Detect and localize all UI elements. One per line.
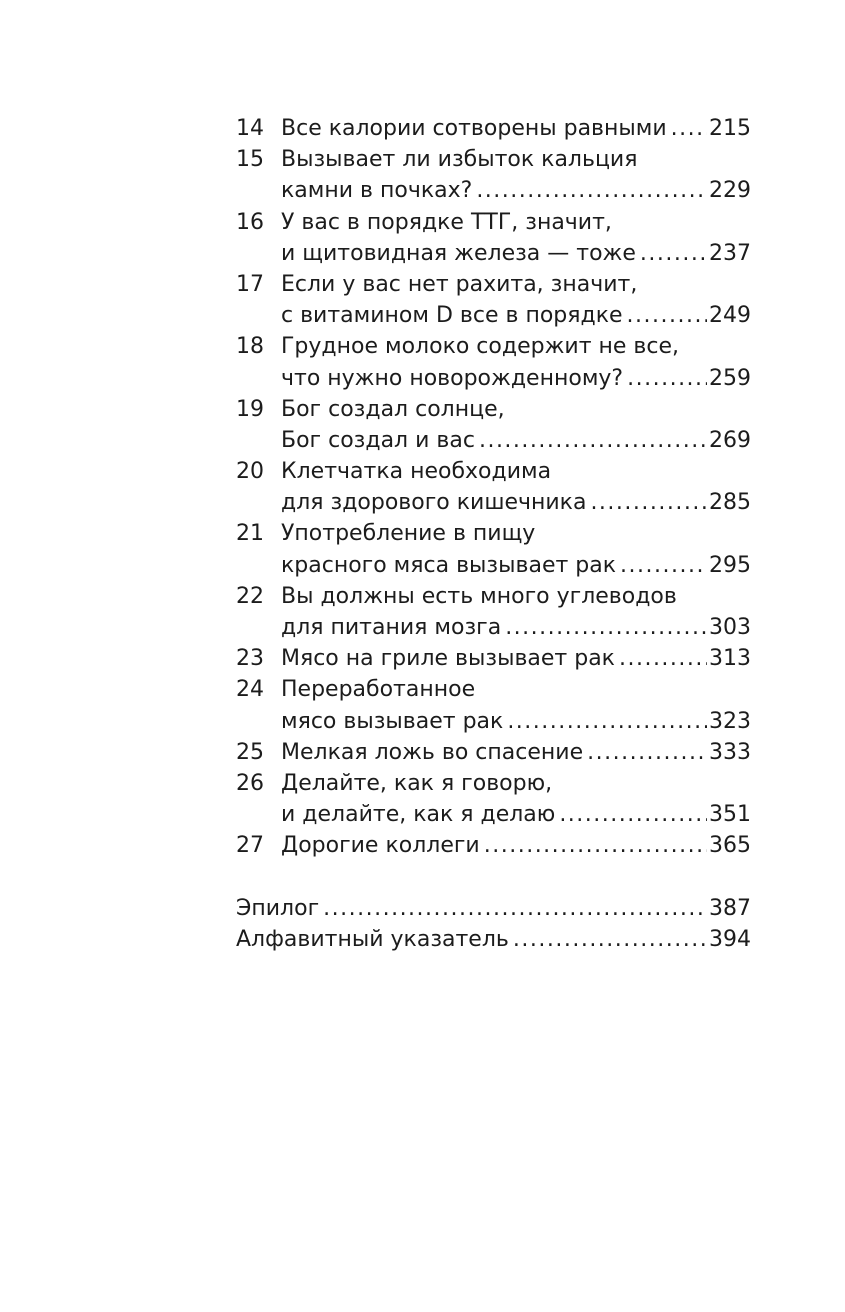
page-number: 313 xyxy=(709,646,751,672)
toc-entry-20-cont[interactable] xyxy=(236,487,751,518)
dot-leader xyxy=(640,238,707,269)
dot-leader xyxy=(590,487,707,518)
page-number: 295 xyxy=(709,552,751,578)
chapter-number: 26 xyxy=(236,770,264,796)
chapter-title: Дорогие коллеги xyxy=(281,833,480,859)
table-of-contents xyxy=(236,113,751,955)
chapter-number: 19 xyxy=(236,396,264,422)
chapter-title: для здорового кишечника xyxy=(281,490,587,516)
chapter-title: Переработанное xyxy=(281,677,476,703)
page-number: 333 xyxy=(709,739,751,765)
chapter-title: что нужно новорожденному? xyxy=(281,365,624,391)
chapter-number: 27 xyxy=(236,833,264,859)
page-number: 285 xyxy=(709,490,751,516)
toc-entry-15[interactable] xyxy=(236,144,751,175)
toc-entry-15-cont[interactable] xyxy=(236,175,751,206)
dot-leader xyxy=(620,550,707,581)
toc-entry-17[interactable] xyxy=(236,269,751,300)
toc-entry-16[interactable] xyxy=(236,207,751,238)
chapter-number: 21 xyxy=(236,521,264,547)
section-gap xyxy=(236,862,751,893)
toc-entry-19-cont[interactable] xyxy=(236,425,751,456)
toc-entry-17-cont[interactable] xyxy=(236,300,751,331)
chapter-title: и щитовидная железа — тоже xyxy=(281,240,636,266)
page-number: 237 xyxy=(709,240,751,266)
chapter-title: Грудное молоко содержит не все, xyxy=(281,334,679,360)
chapter-title: для питания мозга xyxy=(281,615,502,640)
dot-leader xyxy=(507,706,707,737)
page-number: 249 xyxy=(709,303,751,329)
dot-leader xyxy=(559,799,707,830)
chapter-title: красного мяса вызывает рак xyxy=(281,552,617,578)
toc-entry-24[interactable] xyxy=(236,674,751,705)
page-number: 323 xyxy=(709,708,751,734)
toc-entry-21[interactable] xyxy=(236,518,751,549)
chapter-title: Бог создал солнце, xyxy=(281,396,505,422)
toc-entry-26[interactable] xyxy=(236,768,751,799)
toc-entry-20[interactable] xyxy=(236,456,751,487)
page-number: 394 xyxy=(709,926,751,952)
chapter-title: Вызывает ли избыток кальция xyxy=(281,147,638,173)
chapter-number: 17 xyxy=(236,271,264,297)
chapter-title: Все калории сотворены равными xyxy=(281,116,667,141)
toc-entry-22-cont[interactable] xyxy=(236,612,751,643)
chapter-number: 15 xyxy=(236,147,264,173)
toc-entry-27[interactable] xyxy=(236,830,751,861)
dot-leader xyxy=(671,113,707,144)
chapter-title: камни в почках? xyxy=(281,178,473,204)
dot-leader xyxy=(484,830,707,861)
chapter-title: Употребление в пищу xyxy=(281,521,536,547)
dot-leader xyxy=(479,425,707,456)
toc-entry-21-cont[interactable] xyxy=(236,550,751,581)
chapter-title: Клетчатка необходима xyxy=(281,459,552,485)
dot-leader xyxy=(505,612,707,643)
dot-leader xyxy=(627,363,707,394)
page-number: 269 xyxy=(709,427,751,453)
chapter-number: 14 xyxy=(236,116,264,141)
entry-title: Эпилог xyxy=(236,895,320,921)
chapter-title: Если у вас нет рахита, значит, xyxy=(281,271,638,297)
dot-leader xyxy=(323,893,707,924)
chapter-number: 25 xyxy=(236,739,264,765)
dot-leader xyxy=(587,737,707,768)
toc-entry-19[interactable] xyxy=(236,394,751,425)
page-number: 215 xyxy=(709,116,751,141)
toc-entry-25[interactable] xyxy=(236,737,751,768)
chapter-number: 24 xyxy=(236,677,264,703)
chapter-title: Вы должны есть много углеводов xyxy=(281,583,677,609)
chapter-number: 16 xyxy=(236,209,264,235)
toc-entry-epilogue[interactable] xyxy=(236,893,751,924)
chapter-number: 18 xyxy=(236,334,264,360)
dot-leader xyxy=(513,924,707,955)
toc-entry-18-cont[interactable] xyxy=(236,363,751,394)
page-number: 351 xyxy=(709,802,751,828)
toc-entry-22[interactable] xyxy=(236,581,751,612)
chapter-title: Бог создал и вас xyxy=(281,427,475,453)
entry-title: Алфавитный указатель xyxy=(236,926,509,952)
chapter-title: и делайте, как я делаю xyxy=(281,802,556,828)
page-number: 365 xyxy=(709,833,751,859)
toc-entry-index[interactable] xyxy=(236,924,751,955)
chapter-title: У вас в порядке ТТГ, значит, xyxy=(281,209,612,235)
chapter-number: 22 xyxy=(236,583,264,609)
chapter-title: Мелкая ложь во спасение xyxy=(281,739,584,765)
chapter-title: Делайте, как я говорю, xyxy=(281,770,553,796)
dot-leader xyxy=(627,300,707,331)
dot-leader xyxy=(619,643,707,674)
page-number: 387 xyxy=(709,895,751,921)
toc-entry-26-cont[interactable] xyxy=(236,799,751,830)
toc-entry-24-cont[interactable] xyxy=(236,706,751,737)
dot-leader xyxy=(476,175,707,206)
chapter-title: Мясо на гриле вызывает рак xyxy=(281,646,615,672)
chapter-title: с витамином D все в порядке xyxy=(281,303,623,329)
chapter-title: мясо вызывает рак xyxy=(281,708,504,734)
toc-entry-18[interactable] xyxy=(236,331,751,362)
page-number: 259 xyxy=(709,365,751,391)
toc-entry-16-cont[interactable] xyxy=(236,238,751,269)
page-number: 229 xyxy=(709,178,751,204)
chapter-number: 20 xyxy=(236,459,264,485)
chapter-number: 23 xyxy=(236,646,264,672)
toc-entry-23[interactable] xyxy=(236,643,751,674)
toc-entry-14[interactable] xyxy=(236,113,751,144)
page-number: 303 xyxy=(709,615,751,640)
